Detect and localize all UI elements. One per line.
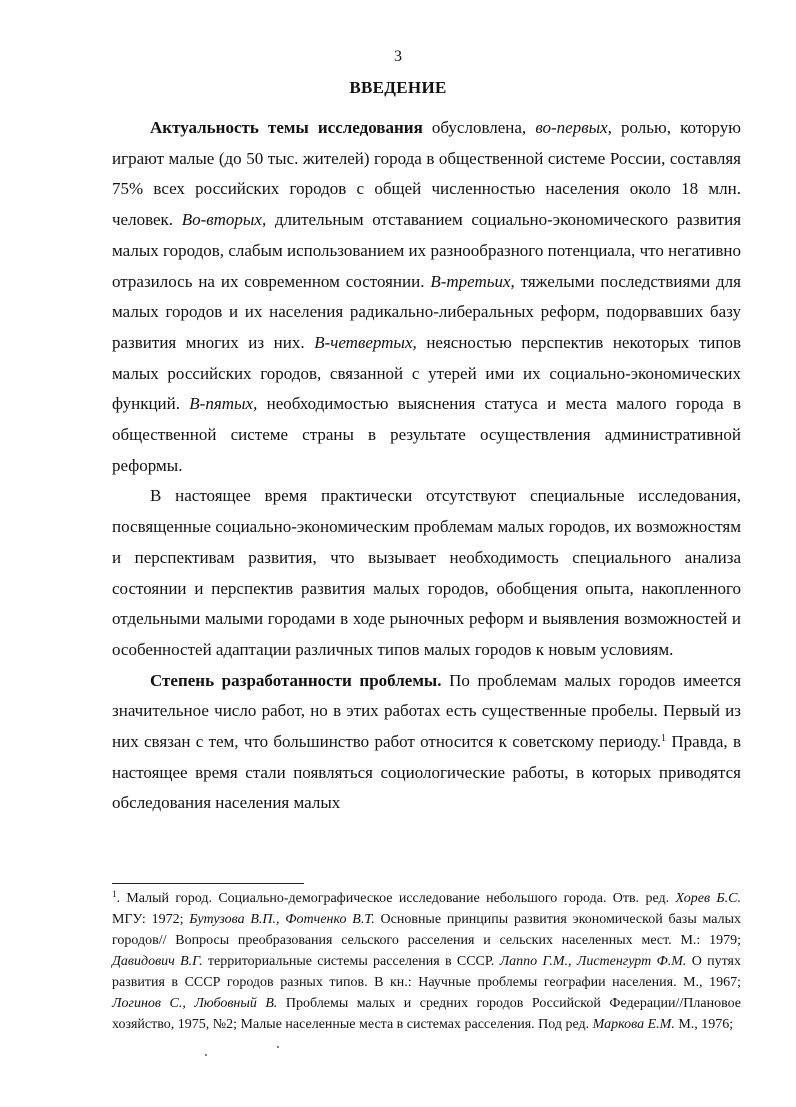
text-run: необходимостью выяснения статуса и места малого города в общественной системе страны в результате осуществления административной реформы.	[112, 394, 742, 475]
author-name: Хорев Б.С.	[675, 891, 741, 906]
text-run: ролью, которую играют малые (до 50 тыс. жителей) города в общественной системе России, составляя 75% всех российских городов с общей численностью населения около 18 млн. человек.	[112, 118, 741, 230]
text-run: МГУ: 1972;	[112, 912, 190, 927]
italic-term: Во-вторых,	[181, 210, 267, 230]
footnote	[112, 888, 741, 1035]
page-number: 3	[394, 48, 402, 65]
paragraph-research-degree	[112, 666, 741, 820]
paragraph-current-state: В настоящее время практически отсутствуют специальные исследования, посвященные социально-экономическим проблемам малых городов, их возможностям и перспективам развития, что вызывает необходимость специального анализа состоянии и перспектив развития малых городов, обобщения опыта, накопленного отдельными малыми городами в ходе рыночных реформ и выявления возможностей и особенностей адаптации различных типов малых городов к новым условиям.	[112, 486, 741, 659]
italic-term: В-четвертых,	[314, 332, 417, 352]
footnote-mark: 1	[112, 889, 117, 899]
italic-term: В-третьих,	[430, 271, 515, 291]
text-run: территориальные системы расселения в СССР.	[202, 954, 500, 969]
section-heading: ВВЕДЕНИЕ	[349, 78, 447, 97]
author-name: Маркова Е.М.	[592, 1017, 675, 1032]
footnote-separator	[112, 883, 304, 884]
text-run: Проблемы малых и средних городов Российской Федерации//Плановое хозяйство, 1975, №2; Малые населенные места в системах расселения. Под ред.	[112, 996, 741, 1032]
text-run: По проблемам малых городов имеется значительное число работ, но в этих работах есть существенные пробелы. Первый из них связан с тем, что большинство работ относится к советскому периоду.	[112, 670, 742, 752]
scan-speck	[277, 1046, 279, 1048]
text-run: длительным отставанием социально-экономического развития малых городов, слабым использованием их разнообразного потенциала, что негативно отразилось на их современном состоянии.	[112, 210, 742, 291]
relevance-lead: Актуальность темы исследования	[150, 118, 423, 137]
italic-term: во-первых,	[535, 118, 612, 137]
author-name: Логинов С., Любовный В.	[112, 996, 278, 1011]
text-run: . Малый город. Социально-демографическое исследование небольшого города. Отв. ред.	[116, 891, 676, 906]
body-text	[112, 113, 741, 819]
text-run: М., 1976;	[674, 1017, 734, 1032]
text-run: Правда, в настоящее время стали появляться социологические работы, в которых приводятся обследования населения малых	[112, 732, 741, 813]
text-run: неясностью перспектив некоторых типов малых российских городов, связанной с утерей ими их социально-экономических функций.	[112, 332, 741, 414]
author-name: Лаппо Г.М., Листенгурт Ф.М.	[499, 954, 687, 969]
author-name: Давидович В.Г.	[112, 954, 203, 969]
scan-speck	[205, 1054, 207, 1056]
paragraph-relevance	[112, 113, 741, 481]
text-run: Основные принципы развития экономической базы малых городов// Вопросы преобразования сельского расселения и сельских населенных мест. М.: 1979;	[112, 912, 741, 948]
text-run: обусловлена,	[422, 118, 536, 137]
author-name: Бутузова В.П., Фотченко В.Т.	[189, 912, 375, 927]
text-run: О путях развития в СССР городов разных типов. В кн.: Научные проблемы географии населения. М., 1967;	[112, 954, 741, 990]
italic-term: В-пятых,	[189, 394, 258, 414]
footnote-reference: 1	[661, 733, 667, 745]
text-run: тяжелыми последствиями для малых городов и их населения радикально-либеральных реформ, подорвавших базу развития многих из них.	[112, 271, 741, 352]
research-degree-lead: Степень разработанности проблемы.	[150, 670, 442, 690]
